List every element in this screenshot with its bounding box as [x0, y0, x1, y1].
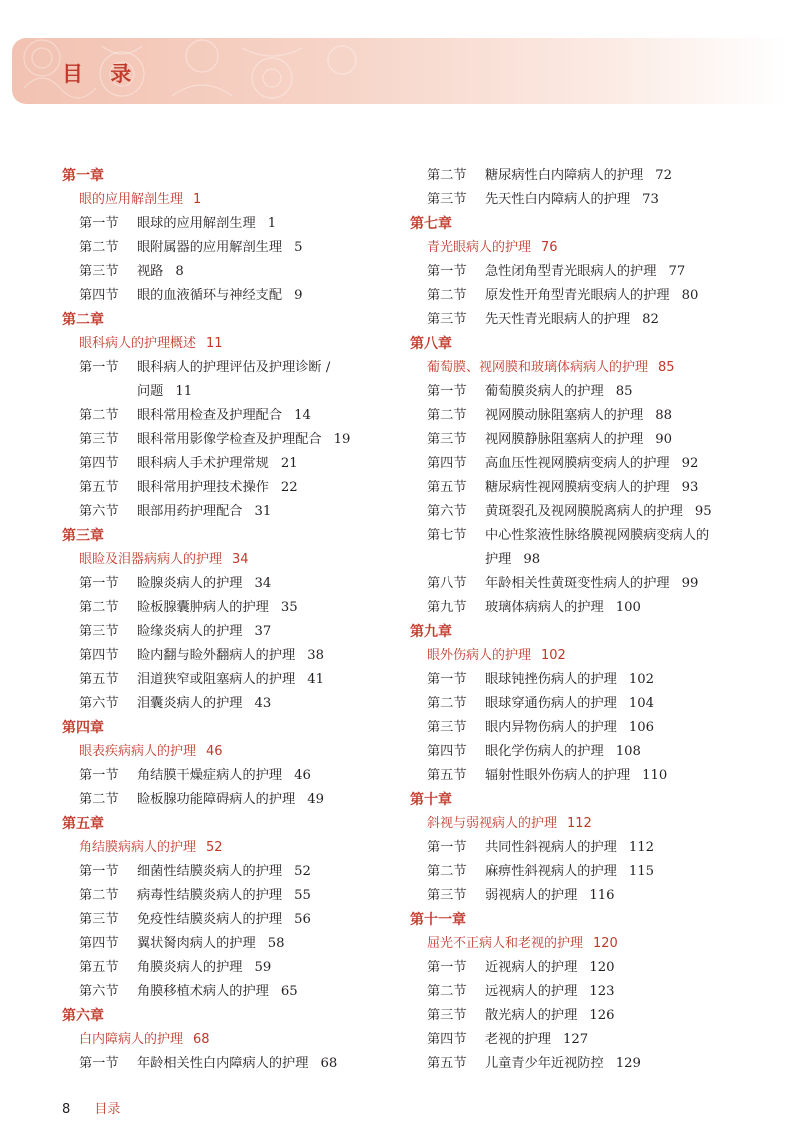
toc-entry	[62, 908, 422, 932]
topic-title: 葡萄膜、视网膜和玻璃体病病人的护理	[427, 360, 649, 375]
toc-entry	[62, 428, 422, 452]
section-title: 眼球钝挫伤病人的护理	[485, 672, 617, 687]
page-ref: 8	[175, 264, 184, 279]
chapter-topic	[62, 740, 422, 764]
section-number: 第三节	[427, 720, 467, 735]
section-title: 近视病人的护理	[485, 960, 578, 975]
chapter-heading: 第九章	[410, 624, 452, 640]
section-title: 原发性开角型青光眼病人的护理	[485, 288, 670, 303]
footer-label: 目录	[94, 1102, 121, 1117]
page-ref: 73	[642, 192, 659, 207]
page-ref: 92	[681, 456, 699, 471]
section-number: 第一节	[79, 216, 119, 231]
section-number: 第六节	[79, 504, 119, 519]
page-ref: 14	[294, 408, 311, 423]
page-title: 目 录	[62, 62, 142, 86]
section-title: 视网膜动脉阻塞病人的护理	[485, 408, 644, 423]
section-title: 翼状胬肉病人的护理	[137, 936, 256, 951]
section-number: 第四节	[79, 936, 119, 951]
section-title: 角结膜干燥症病人的护理	[137, 768, 283, 783]
section-title: 先天性青光眼病人的护理	[485, 312, 631, 327]
toc-entry	[62, 668, 422, 692]
section-number: 第六节	[427, 504, 467, 519]
section-title: 辐射性眼外伤病人的护理	[485, 768, 631, 783]
chapter-topic	[62, 1028, 422, 1052]
page-ref: 46	[294, 768, 311, 783]
section-title: 问题	[137, 384, 164, 399]
section-title: 先天性白内障病人的护理	[485, 192, 631, 207]
chapter-heading: 第四章	[62, 720, 104, 736]
section-title: 眼球的应用解剖生理	[137, 216, 256, 231]
toc-entry	[62, 500, 422, 524]
section-number: 第四节	[79, 648, 119, 663]
section-number: 第一节	[427, 840, 467, 855]
toc-entry	[410, 284, 770, 308]
section-number: 第二节	[427, 168, 467, 183]
toc-entry	[410, 836, 770, 860]
section-number: 第一节	[79, 1056, 119, 1071]
page-ref: 41	[307, 672, 325, 687]
page-ref: 52	[294, 864, 311, 879]
section-title: 葡萄膜炎病人的护理	[485, 384, 604, 399]
section-number: 第三节	[427, 432, 467, 447]
toc-entry	[410, 980, 770, 1004]
page-ref: 108	[615, 744, 641, 759]
section-number: 第六节	[79, 984, 119, 999]
page-ref: 93	[681, 480, 699, 495]
page-ref: 68	[193, 1032, 210, 1047]
topic-title: 白内障病人的护理	[79, 1032, 184, 1047]
page-ref: 102	[541, 648, 566, 663]
chapter-topic	[62, 836, 422, 860]
page-ref: 112	[628, 840, 655, 855]
toc-entry	[410, 1052, 770, 1076]
toc-entry	[410, 740, 770, 764]
section-number: 第一节	[79, 576, 119, 591]
page-ref: 35	[280, 600, 298, 615]
page-ref: 9	[294, 288, 303, 303]
section-title: 玻璃体病病人的护理	[485, 600, 604, 615]
chapter-topic	[410, 932, 770, 956]
section-number: 第六节	[79, 696, 119, 711]
section-title: 急性闭角型青光眼病人的护理	[485, 264, 657, 279]
section-title: 老视的护理	[485, 1032, 551, 1047]
topic-title: 青光眼病人的护理	[427, 240, 532, 255]
toc-entry	[410, 1004, 770, 1028]
toc-entry	[410, 380, 770, 404]
section-number: 第一节	[427, 960, 467, 975]
section-title: 视路	[137, 264, 164, 279]
toc-entry	[410, 476, 770, 500]
topic-title: 眼睑及泪器病病人的护理	[79, 552, 223, 567]
section-number: 第三节	[79, 432, 119, 447]
page-ref: 120	[593, 936, 618, 951]
section-title: 眼附属器的应用解剖生理	[137, 240, 283, 255]
section-number: 第二节	[79, 792, 119, 807]
toc-entry	[410, 428, 770, 452]
page-ref: 22	[280, 480, 298, 495]
toc-entry	[62, 860, 422, 884]
page-ref: 77	[668, 264, 686, 279]
toc-entry	[62, 452, 422, 476]
toc-entry	[62, 212, 422, 236]
page-ref: 120	[589, 960, 615, 975]
page-ref: 52	[206, 840, 223, 855]
section-title: 眼科病人的护理评估及护理诊断 /	[137, 360, 331, 375]
section-number: 第二节	[427, 984, 467, 999]
section-number: 第二节	[79, 408, 119, 423]
toc-entry	[410, 596, 770, 620]
section-number: 第二节	[79, 888, 119, 903]
chapter-topic	[410, 644, 770, 668]
chapter-heading: 第十章	[410, 792, 452, 808]
page-number: 8	[62, 1102, 71, 1117]
page-ref: 31	[254, 504, 272, 519]
toc-entry	[62, 644, 422, 668]
page-ref: 112	[567, 816, 592, 831]
page-ref: 5	[294, 240, 303, 255]
toc-entry	[410, 260, 770, 284]
chapter-heading: 第五章	[62, 816, 104, 832]
topic-title: 眼表疾病病人的护理	[79, 744, 197, 759]
chapter-topic	[62, 548, 422, 572]
page-ref: 11	[175, 384, 193, 399]
chapter-topic	[410, 812, 770, 836]
toc-entry	[62, 932, 422, 956]
page-ref: 126	[589, 1008, 615, 1023]
page-ref: 1	[267, 216, 277, 231]
section-title: 病毒性结膜炎病人的护理	[137, 888, 283, 903]
page-ref: 106	[628, 720, 655, 735]
section-number: 第五节	[79, 672, 119, 687]
toc-entry	[62, 956, 422, 980]
toc-entry	[62, 1052, 422, 1076]
section-title: 泪囊炎病人的护理	[137, 696, 243, 711]
toc-entry	[410, 860, 770, 884]
section-number: 第二节	[427, 408, 467, 423]
section-title: 儿童青少年近视防控	[485, 1056, 604, 1071]
section-number: 第五节	[427, 1056, 467, 1071]
section-title: 共同性斜视病人的护理	[485, 840, 617, 855]
chapter-heading: 第八章	[410, 336, 452, 352]
toc-entry	[410, 572, 770, 596]
toc-entry	[410, 452, 770, 476]
section-number: 第一节	[427, 264, 467, 279]
chapter-heading: 第十一章	[410, 912, 466, 928]
toc-entry	[410, 692, 770, 716]
section-title: 免疫性结膜炎病人的护理	[137, 912, 283, 927]
topic-title: 眼外伤病人的护理	[427, 648, 532, 663]
section-number: 第三节	[79, 912, 119, 927]
section-number: 第四节	[79, 288, 119, 303]
section-title: 睑板腺功能障碍病人的护理	[137, 792, 296, 807]
chapter-heading: 第一章	[62, 168, 104, 184]
section-title: 麻痹性斜视病人的护理	[485, 864, 617, 879]
section-number: 第一节	[427, 384, 467, 399]
section-title: 眼的血液循环与神经支配	[137, 288, 283, 303]
section-number: 第三节	[427, 192, 467, 207]
chapter-topic	[410, 236, 770, 260]
section-number: 第四节	[427, 1032, 467, 1047]
section-number: 第二节	[79, 240, 119, 255]
toc-entry	[62, 764, 422, 788]
page-ref: 21	[280, 456, 298, 471]
section-title: 弱视病人的护理	[485, 888, 578, 903]
page-ref: 110	[642, 768, 668, 783]
page-ref: 85	[658, 360, 675, 375]
page-ref: 65	[280, 984, 298, 999]
page-ref: 129	[615, 1056, 641, 1071]
page-ref: 99	[681, 576, 699, 591]
section-title: 细菌性结膜炎病人的护理	[137, 864, 283, 879]
topic-title: 屈光不正病人和老视的护理	[427, 936, 584, 951]
topic-title: 眼的应用解剖生理	[79, 192, 184, 207]
toc-entry	[62, 476, 422, 500]
section-number: 第二节	[427, 288, 467, 303]
toc-entry	[410, 716, 770, 740]
page-ref: 72	[655, 168, 673, 183]
section-number: 第三节	[79, 624, 119, 639]
toc-entry	[410, 884, 770, 908]
section-title: 睑内翻与睑外翻病人的护理	[137, 648, 296, 663]
section-title: 眼化学伤病人的护理	[485, 744, 604, 759]
toc-entry-continuation	[62, 380, 422, 404]
page-ref: 102	[628, 672, 655, 687]
section-title: 糖尿病性视网膜病变病人的护理	[485, 480, 670, 495]
section-title: 角膜移植术病人的护理	[137, 984, 269, 999]
page-ref: 76	[541, 240, 558, 255]
page-ref: 115	[628, 864, 655, 879]
section-title: 眼科常用护理技术操作	[137, 480, 269, 495]
toc-entry	[62, 356, 422, 380]
chapter-heading: 第二章	[62, 312, 104, 328]
page-ref: 59	[254, 960, 272, 975]
section-number: 第二节	[79, 600, 119, 615]
section-title: 远视病人的护理	[485, 984, 578, 999]
section-number: 第一节	[79, 768, 119, 783]
toc-entry	[62, 260, 422, 284]
chapter-topic	[62, 332, 422, 356]
toc-entry	[410, 404, 770, 428]
section-number: 第二节	[427, 864, 467, 879]
page-ref: 38	[307, 648, 325, 663]
section-title: 角膜炎病人的护理	[137, 960, 243, 975]
topic-title: 角结膜病病人的护理	[79, 840, 197, 855]
page-ref: 100	[615, 600, 641, 615]
section-number: 第二节	[427, 696, 467, 711]
page-ref: 37	[254, 624, 272, 639]
section-title: 眼科常用影像学检查及护理配合	[137, 432, 322, 447]
page-ref: 11	[206, 336, 223, 351]
section-title: 睑板腺囊肿病人的护理	[137, 600, 269, 615]
section-title: 黄斑裂孔及视网膜脱离病人的护理	[485, 504, 683, 519]
toc-entry	[410, 1028, 770, 1052]
page-ref: 127	[562, 1032, 589, 1047]
page-ref: 34	[254, 576, 272, 591]
toc-entry	[410, 956, 770, 980]
page-ref: 123	[589, 984, 615, 999]
toc-entry	[410, 308, 770, 332]
toc-entry	[62, 692, 422, 716]
section-title: 眼内异物伤病人的护理	[485, 720, 617, 735]
chapter-heading: 第六章	[62, 1008, 104, 1024]
section-number: 第一节	[79, 360, 119, 375]
toc-entry	[410, 500, 770, 524]
page-ref: 68	[320, 1056, 338, 1071]
page-footer	[62, 1098, 120, 1117]
section-title: 护理	[485, 552, 512, 567]
section-number: 第五节	[427, 768, 467, 783]
page-ref: 95	[694, 504, 712, 519]
section-number: 第一节	[427, 672, 467, 687]
toc-entry	[410, 668, 770, 692]
toc-entry	[410, 164, 770, 188]
section-number: 第一节	[79, 864, 119, 879]
page-ref: 56	[294, 912, 311, 927]
toc-entry-continuation	[410, 548, 770, 572]
section-number: 第四节	[427, 744, 467, 759]
section-number: 第五节	[427, 480, 467, 495]
toc-entry	[62, 980, 422, 1004]
page-ref: 43	[254, 696, 272, 711]
page-ref: 34	[232, 552, 249, 567]
toc-right-column	[410, 164, 770, 1076]
page-ref: 1	[193, 192, 202, 207]
page-ref: 90	[655, 432, 673, 447]
section-number: 第三节	[427, 1008, 467, 1023]
toc-entry	[410, 764, 770, 788]
section-title: 眼科病人手术护理常规	[137, 456, 269, 471]
toc-entry	[62, 884, 422, 908]
section-title: 睑缘炎病人的护理	[137, 624, 243, 639]
section-title: 眼球穿通伤病人的护理	[485, 696, 617, 711]
section-number: 第三节	[79, 264, 119, 279]
toc-entry	[62, 596, 422, 620]
section-title: 泪道狭窄或阻塞病人的护理	[137, 672, 296, 687]
section-number: 第九节	[427, 600, 467, 615]
page-ref: 55	[294, 888, 311, 903]
section-number: 第八节	[427, 576, 467, 591]
section-title: 高血压性视网膜病变病人的护理	[485, 456, 670, 471]
section-title: 眼部用药护理配合	[137, 504, 243, 519]
page-ref: 85	[615, 384, 633, 399]
chapter-topic	[410, 356, 770, 380]
topic-title: 眼科病人的护理概述	[79, 336, 197, 351]
section-title: 糖尿病性白内障病人的护理	[485, 168, 644, 183]
toc-left-column	[62, 164, 422, 1076]
toc-entry	[62, 788, 422, 812]
section-title: 视网膜静脉阻塞病人的护理	[485, 432, 644, 447]
section-number: 第四节	[427, 456, 467, 471]
section-title: 散光病人的护理	[485, 1008, 578, 1023]
page-ref: 82	[642, 312, 659, 327]
section-title: 年龄相关性黄斑变性病人的护理	[485, 576, 670, 591]
page-ref: 46	[206, 744, 223, 759]
section-number: 第七节	[427, 528, 467, 543]
section-title: 眼科常用检查及护理配合	[137, 408, 283, 423]
section-title: 中心性浆液性脉络膜视网膜病变病人的	[485, 528, 710, 543]
chapter-heading: 第三章	[62, 528, 104, 544]
section-number: 第三节	[427, 888, 467, 903]
toc-entry	[62, 404, 422, 428]
topic-title: 斜视与弱视病人的护理	[427, 816, 558, 831]
section-title: 睑腺炎病人的护理	[137, 576, 243, 591]
toc-entry	[62, 572, 422, 596]
chapter-heading: 第七章	[410, 216, 452, 232]
page-ref: 80	[681, 288, 699, 303]
page-ref: 19	[333, 432, 351, 447]
toc-entry	[410, 524, 770, 548]
page-ref: 98	[523, 552, 541, 567]
section-number: 第五节	[79, 960, 119, 975]
toc-entry	[62, 284, 422, 308]
page-ref: 58	[267, 936, 285, 951]
toc-entry	[62, 236, 422, 260]
page-ref: 116	[589, 888, 615, 903]
section-title: 年龄相关性白内障病人的护理	[137, 1056, 309, 1071]
section-number: 第五节	[79, 480, 119, 495]
chapter-topic	[62, 188, 422, 212]
toc-entry	[62, 620, 422, 644]
page-ref: 88	[655, 408, 673, 423]
page-ref: 104	[628, 696, 655, 711]
page-ref: 49	[307, 792, 325, 807]
section-number: 第三节	[427, 312, 467, 327]
section-number: 第四节	[79, 456, 119, 471]
toc-entry	[410, 188, 770, 212]
